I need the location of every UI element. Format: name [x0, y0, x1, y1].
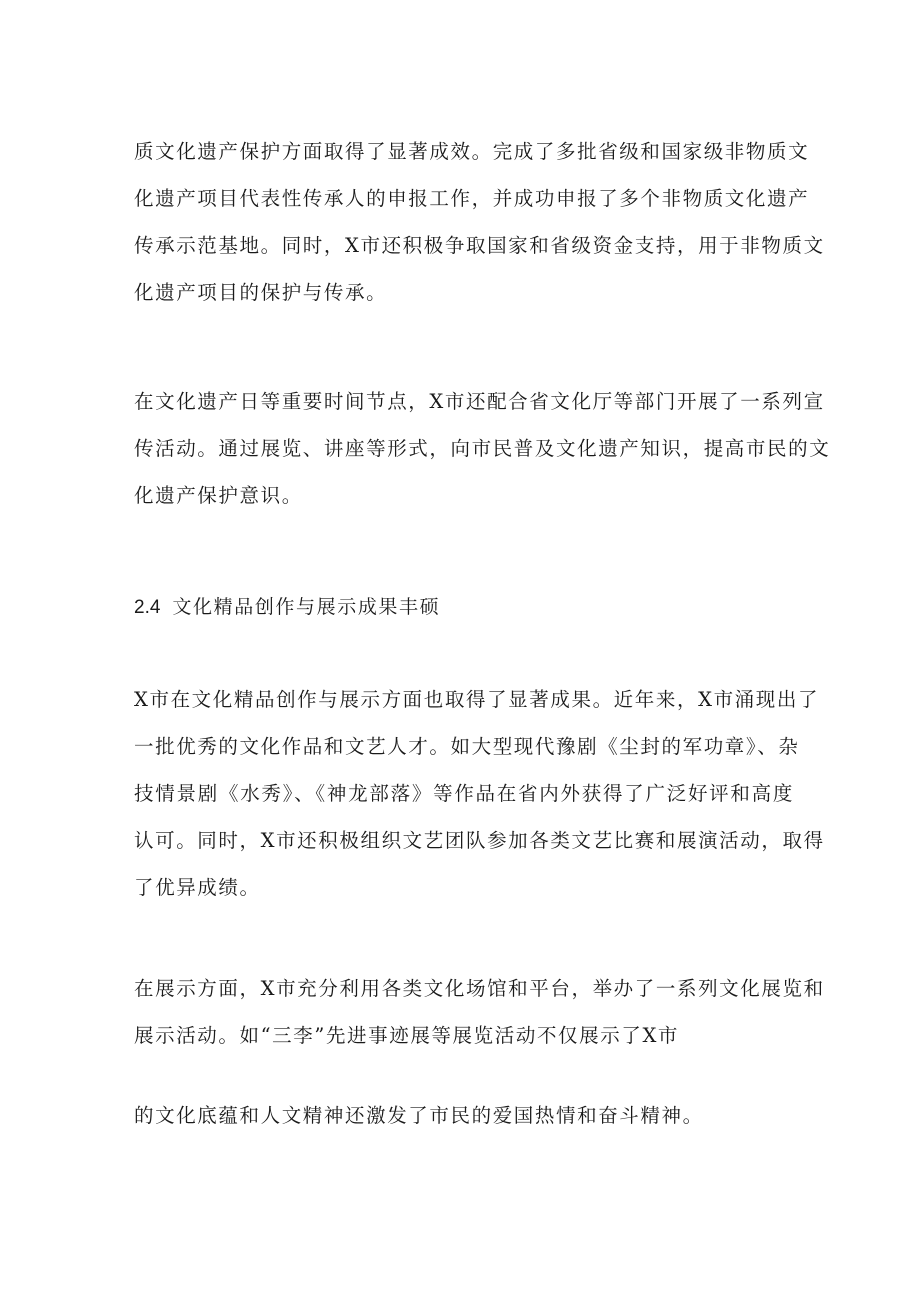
section-heading: [134, 587, 440, 628]
text-line: 质文化遗产保护方面取得了显著成效。完成了多批省级和国家级非物质文: [134, 140, 810, 163]
text-line: 认可。同时，X市还积极组织文艺团队参加各类文艺比赛和展演活动，取得: [134, 829, 825, 852]
text-line: 化遗产项目的保护与传承。: [134, 281, 388, 304]
text-line: X市在文化精品创作与展示方面也取得了显著成果。近年来，X市涌现出了: [134, 688, 820, 711]
paragraph-intangible-heritage: [134, 128, 825, 316]
paragraph-heritage-day: [134, 378, 831, 519]
text-line: 化遗产保护意识。: [134, 484, 303, 507]
text-line: 在文化遗产日等重要时间节点，X市还配合省文化厅等部门开展了一系列宣: [134, 390, 825, 413]
text-line: 传活动。通过展览、讲座等形式，向市民普及文化遗产知识，提高市民的文: [134, 437, 831, 460]
text-line: 了优异成绩。: [134, 876, 261, 899]
text-line: 技情景剧《水秀》、《神龙部落》等作品在省内外获得了广泛好评和高度: [134, 782, 794, 805]
text-line: 传承示范基地。同时，X市还积极争取国家和省级资金支持，用于非物质文: [134, 234, 825, 257]
text-line: 一批优秀的文化作品和文艺人才。如大型现代豫剧《尘封的军功章》、杂: [134, 735, 800, 758]
text-line: 化遗产项目代表性传承人的申报工作，并成功申报了多个非物质文化遗产: [134, 187, 810, 210]
section-number: 2.4: [134, 597, 161, 618]
text-line: 在展示方面，X市充分利用各类文化场馆和平台，举办了一系列文化展览和: [134, 977, 825, 1000]
section-title: 文化精品创作与展示成果丰硕: [172, 596, 441, 618]
paragraph-exhibitions: [134, 965, 825, 1059]
paragraph-cultural-works: [134, 676, 825, 911]
text-line: 的文化底蕴和人文精神还激发了市民的爱国热情和奋斗精神。: [134, 1104, 704, 1127]
text-line: 展示活动。如“三李”先进事迹展等展览活动不仅展示了X市: [134, 1024, 680, 1047]
paragraph-exhibitions-continued: [134, 1092, 794, 1139]
